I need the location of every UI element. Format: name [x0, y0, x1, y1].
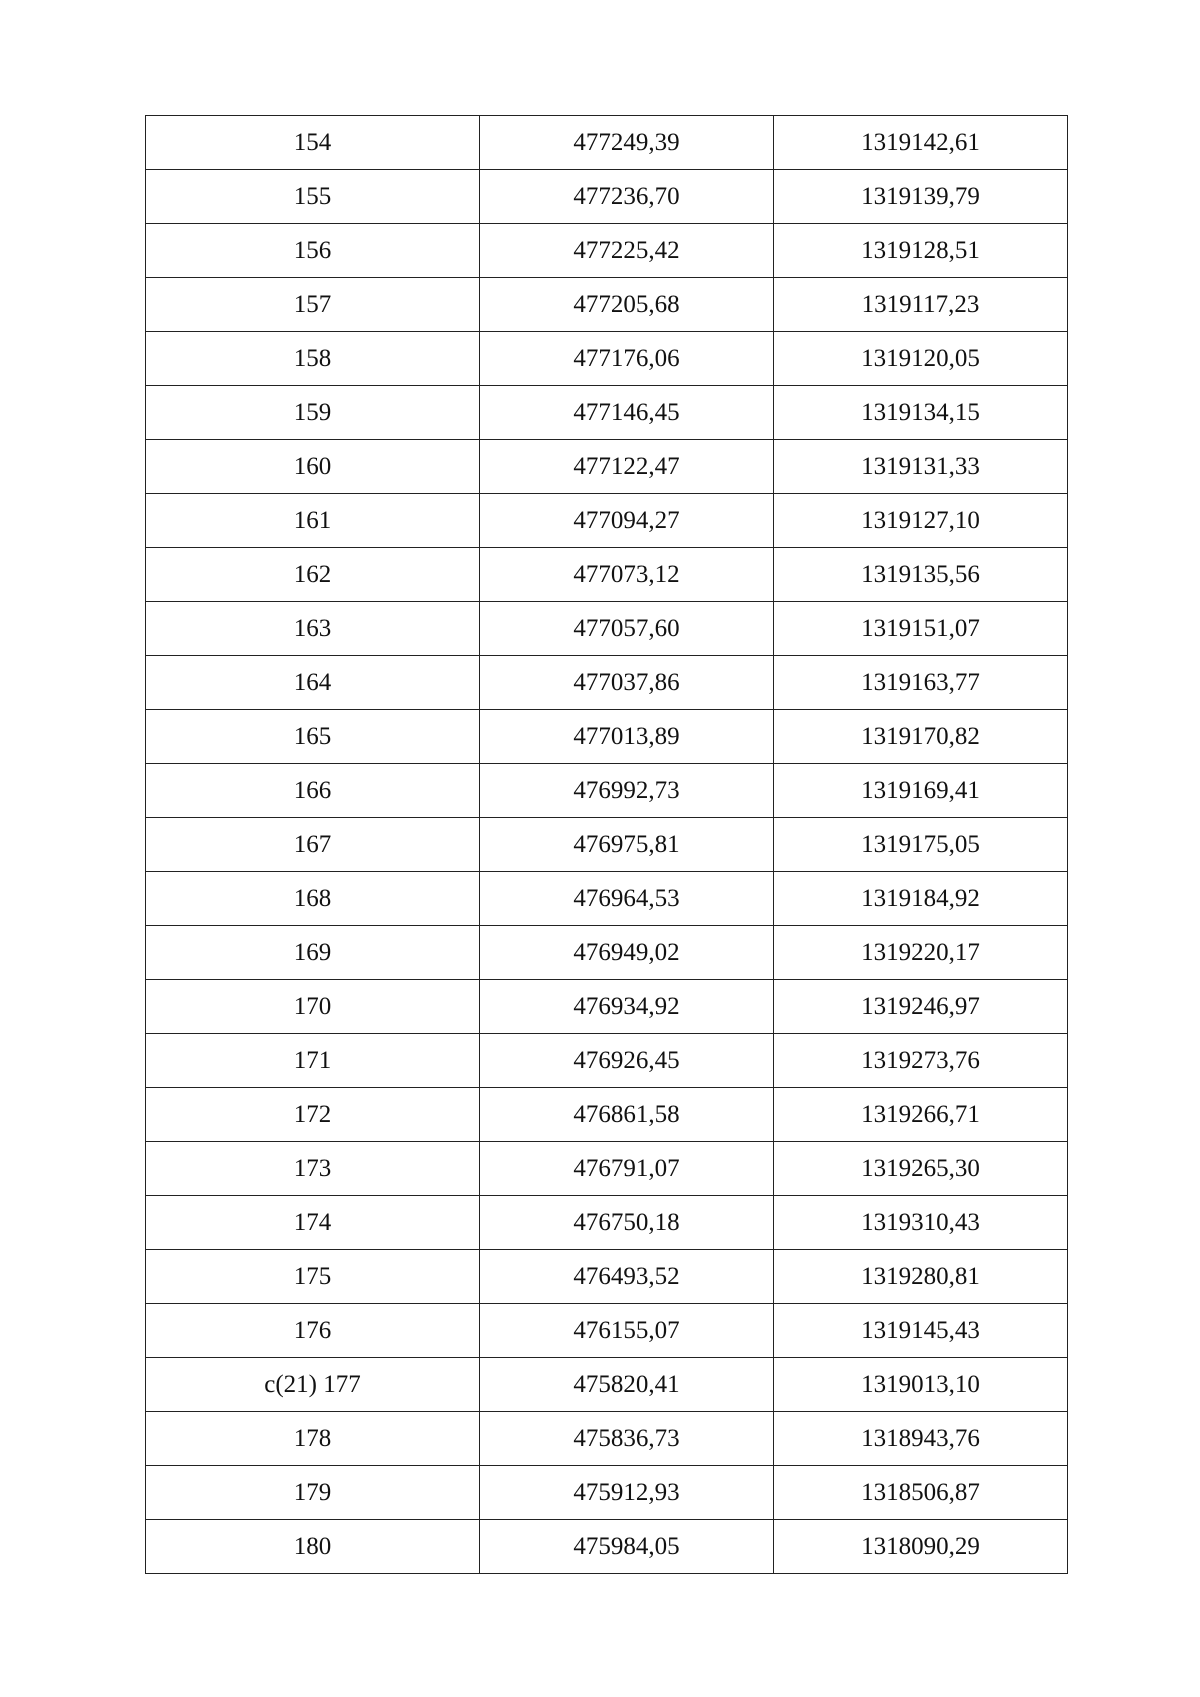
table-row: [146, 872, 1068, 926]
y-coordinate-cell: 1318943,76: [774, 1412, 1068, 1466]
x-coordinate-cell: 476964,53: [480, 872, 774, 926]
x-coordinate-cell: 477037,86: [480, 656, 774, 710]
table-row: [146, 1088, 1068, 1142]
x-coordinate-cell: 475912,93: [480, 1466, 774, 1520]
point-number-cell: 169: [146, 926, 480, 980]
table-row: [146, 116, 1068, 170]
y-coordinate-cell: 1319142,61: [774, 116, 1068, 170]
y-coordinate-cell: 1319127,10: [774, 494, 1068, 548]
table-row: [146, 1304, 1068, 1358]
x-coordinate-cell: 477057,60: [480, 602, 774, 656]
table-row: [146, 602, 1068, 656]
point-number-cell: 158: [146, 332, 480, 386]
table-row: [146, 1520, 1068, 1574]
table-row: [146, 1358, 1068, 1412]
y-coordinate-cell: 1319151,07: [774, 602, 1068, 656]
x-coordinate-cell: 475820,41: [480, 1358, 774, 1412]
y-coordinate-cell: 1319117,23: [774, 278, 1068, 332]
point-number-cell: 178: [146, 1412, 480, 1466]
table-row: [146, 1250, 1068, 1304]
x-coordinate-cell: 477146,45: [480, 386, 774, 440]
point-number-cell: 159: [146, 386, 480, 440]
table-row: [146, 764, 1068, 818]
table-row: [146, 926, 1068, 980]
point-number-cell: c(21) 177: [146, 1358, 480, 1412]
x-coordinate-cell: 477013,89: [480, 710, 774, 764]
y-coordinate-cell: 1319310,43: [774, 1196, 1068, 1250]
x-coordinate-cell: 476750,18: [480, 1196, 774, 1250]
point-number-cell: 156: [146, 224, 480, 278]
y-coordinate-cell: 1319128,51: [774, 224, 1068, 278]
y-coordinate-cell: 1319134,15: [774, 386, 1068, 440]
x-coordinate-cell: 476949,02: [480, 926, 774, 980]
table-row: [146, 1466, 1068, 1520]
table-row: [146, 1412, 1068, 1466]
y-coordinate-cell: 1319266,71: [774, 1088, 1068, 1142]
table-row: [146, 818, 1068, 872]
y-coordinate-cell: 1318506,87: [774, 1466, 1068, 1520]
x-coordinate-cell: 477176,06: [480, 332, 774, 386]
table-row: [146, 332, 1068, 386]
x-coordinate-cell: 477225,42: [480, 224, 774, 278]
y-coordinate-cell: 1319170,82: [774, 710, 1068, 764]
point-number-cell: 176: [146, 1304, 480, 1358]
x-coordinate-cell: 477205,68: [480, 278, 774, 332]
y-coordinate-cell: 1319175,05: [774, 818, 1068, 872]
x-coordinate-cell: 477122,47: [480, 440, 774, 494]
y-coordinate-cell: 1319184,92: [774, 872, 1068, 926]
point-number-cell: 174: [146, 1196, 480, 1250]
table-row: [146, 980, 1068, 1034]
y-coordinate-cell: 1319273,76: [774, 1034, 1068, 1088]
x-coordinate-cell: 475984,05: [480, 1520, 774, 1574]
x-coordinate-cell: 477249,39: [480, 116, 774, 170]
table-row: [146, 710, 1068, 764]
coordinates-table: [145, 115, 1068, 1574]
y-coordinate-cell: 1319131,33: [774, 440, 1068, 494]
point-number-cell: 155: [146, 170, 480, 224]
table-row: [146, 1034, 1068, 1088]
point-number-cell: 175: [146, 1250, 480, 1304]
y-coordinate-cell: 1319280,81: [774, 1250, 1068, 1304]
point-number-cell: 168: [146, 872, 480, 926]
table-row: [146, 494, 1068, 548]
point-number-cell: 160: [146, 440, 480, 494]
y-coordinate-cell: 1319169,41: [774, 764, 1068, 818]
point-number-cell: 163: [146, 602, 480, 656]
x-coordinate-cell: 477073,12: [480, 548, 774, 602]
y-coordinate-cell: 1319013,10: [774, 1358, 1068, 1412]
point-number-cell: 172: [146, 1088, 480, 1142]
y-coordinate-cell: 1319246,97: [774, 980, 1068, 1034]
x-coordinate-cell: 476493,52: [480, 1250, 774, 1304]
y-coordinate-cell: 1319163,77: [774, 656, 1068, 710]
point-number-cell: 166: [146, 764, 480, 818]
point-number-cell: 154: [146, 116, 480, 170]
point-number-cell: 167: [146, 818, 480, 872]
point-number-cell: 164: [146, 656, 480, 710]
y-coordinate-cell: 1319120,05: [774, 332, 1068, 386]
x-coordinate-cell: 476975,81: [480, 818, 774, 872]
point-number-cell: 173: [146, 1142, 480, 1196]
point-number-cell: 157: [146, 278, 480, 332]
y-coordinate-cell: 1319220,17: [774, 926, 1068, 980]
x-coordinate-cell: 476791,07: [480, 1142, 774, 1196]
point-number-cell: 162: [146, 548, 480, 602]
y-coordinate-cell: 1318090,29: [774, 1520, 1068, 1574]
y-coordinate-cell: 1319135,56: [774, 548, 1068, 602]
table-row: [146, 440, 1068, 494]
table-row: [146, 1196, 1068, 1250]
point-number-cell: 170: [146, 980, 480, 1034]
point-number-cell: 161: [146, 494, 480, 548]
table-row: [146, 1142, 1068, 1196]
x-coordinate-cell: 477094,27: [480, 494, 774, 548]
y-coordinate-cell: 1319145,43: [774, 1304, 1068, 1358]
x-coordinate-cell: 476992,73: [480, 764, 774, 818]
x-coordinate-cell: 476861,58: [480, 1088, 774, 1142]
point-number-cell: 179: [146, 1466, 480, 1520]
x-coordinate-cell: 475836,73: [480, 1412, 774, 1466]
coordinates-table-body: [146, 116, 1068, 1574]
table-row: [146, 170, 1068, 224]
table-row: [146, 278, 1068, 332]
x-coordinate-cell: 476155,07: [480, 1304, 774, 1358]
table-row: [146, 656, 1068, 710]
x-coordinate-cell: 476934,92: [480, 980, 774, 1034]
table-row: [146, 224, 1068, 278]
point-number-cell: 171: [146, 1034, 480, 1088]
x-coordinate-cell: 477236,70: [480, 170, 774, 224]
table-row: [146, 548, 1068, 602]
y-coordinate-cell: 1319265,30: [774, 1142, 1068, 1196]
point-number-cell: 165: [146, 710, 480, 764]
x-coordinate-cell: 476926,45: [480, 1034, 774, 1088]
table-row: [146, 386, 1068, 440]
point-number-cell: 180: [146, 1520, 480, 1574]
y-coordinate-cell: 1319139,79: [774, 170, 1068, 224]
